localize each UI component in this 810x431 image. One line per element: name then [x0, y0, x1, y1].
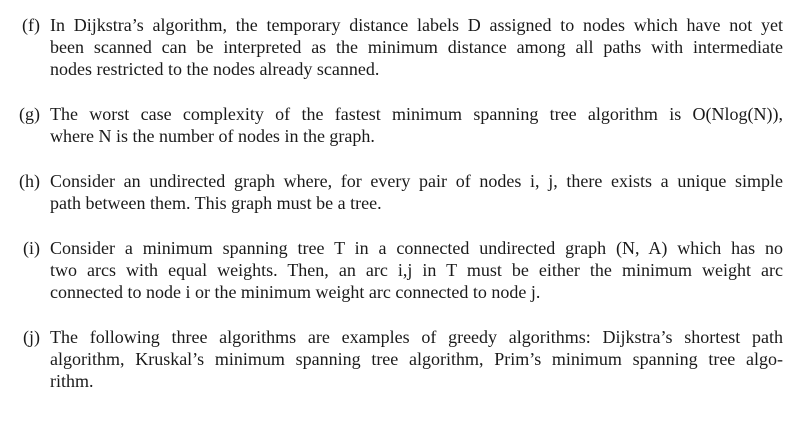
text-line: been scanned can be interpreted as the minimum distance among all paths with intermediate [50, 37, 783, 57]
text-line: two arcs with equal weights. Then, an arc i,j in T must be either the minimum weight arc [50, 260, 783, 280]
item-text [50, 237, 783, 303]
item-label: (f) [22, 15, 40, 35]
item-label: (i) [23, 238, 40, 258]
item-text [50, 14, 783, 80]
text-line: Consider an undirected graph where, for every pair of nodes i, j, there exists a unique simple [50, 171, 783, 191]
item-label: (j) [23, 327, 40, 347]
text-line: where N is the number of nodes in the graph. [50, 126, 375, 146]
item-text [50, 326, 783, 392]
text-line: rithm. [50, 371, 94, 391]
item-text [50, 103, 783, 147]
item-label: (g) [19, 104, 40, 124]
text-line: algorithm, Kruskal’s minimum spanning tree algorithm, Prim’s minimum spanning tree algo- [50, 349, 783, 369]
list-item-i [0, 237, 810, 303]
list-item-g [0, 103, 810, 147]
list-item-h [0, 170, 810, 214]
list-item-f [0, 14, 810, 80]
document-page [0, 14, 810, 415]
item-label: (h) [19, 171, 40, 191]
text-line: connected to node i or the minimum weight arc connected to node j. [50, 282, 541, 302]
list-item-j [0, 326, 810, 392]
text-line: nodes restricted to the nodes already scanned. [50, 59, 380, 79]
text-line: The following three algorithms are examples of greedy algorithms: Dijkstra’s shortest path [50, 327, 783, 347]
text-line: In Dijkstra’s algorithm, the temporary distance labels D assigned to nodes which have not yet [50, 15, 783, 35]
item-text [50, 170, 783, 214]
text-line: The worst case complexity of the fastest minimum spanning tree algorithm is O(Nlog(N)), [50, 104, 783, 124]
text-line: Consider a minimum spanning tree T in a connected undirected graph (N, A) which has no [50, 238, 783, 258]
text-line: path between them. This graph must be a tree. [50, 193, 382, 213]
